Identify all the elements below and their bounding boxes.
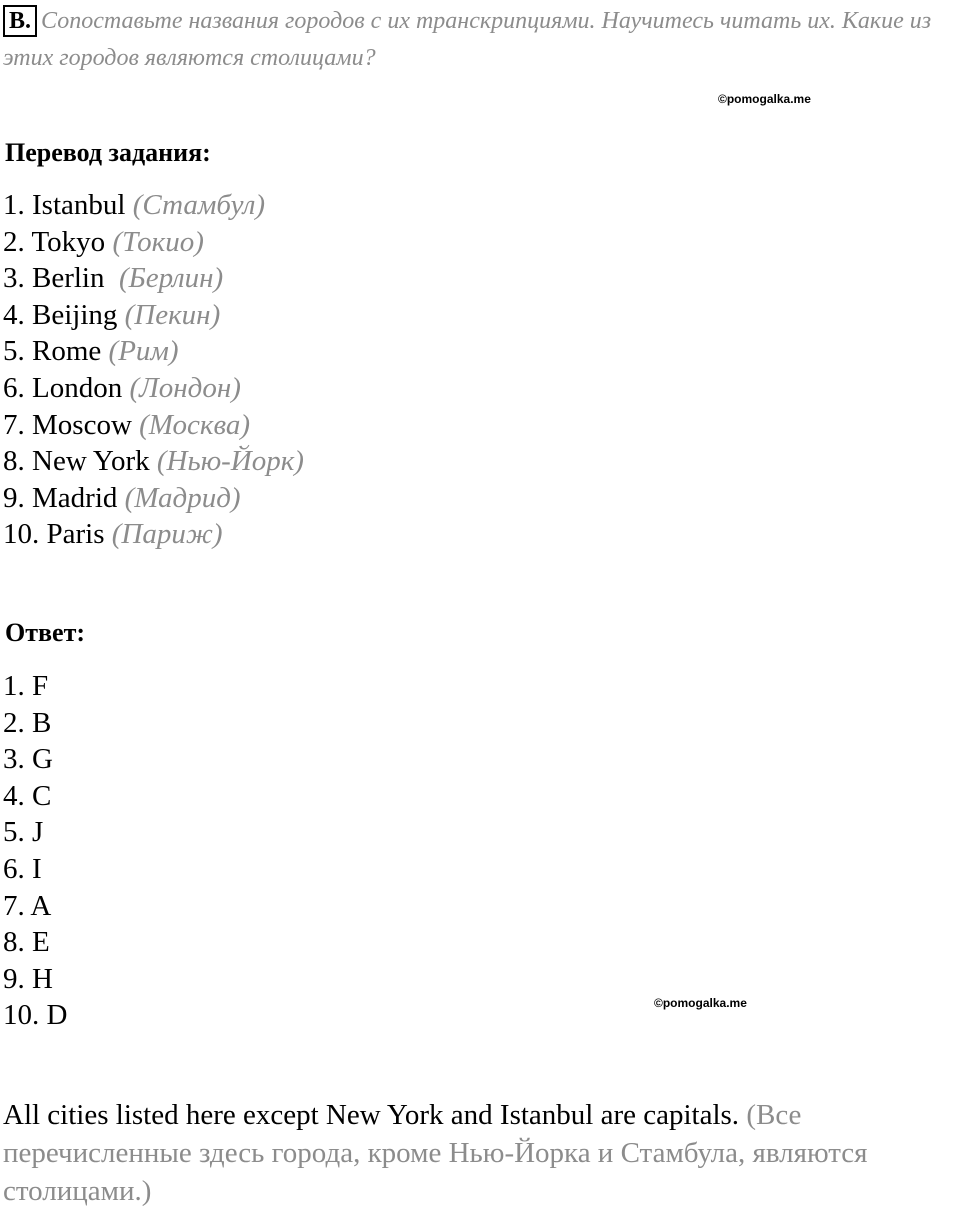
list-item — [3, 370, 304, 407]
city-ru: (Мадрид) — [124, 481, 241, 514]
list-item — [3, 407, 304, 444]
city-en: Berlin — [32, 262, 112, 295]
city-ru: (Пекин) — [124, 298, 221, 331]
city-ru: (Берлин) — [119, 262, 224, 295]
task-instruction: Сопоставьте названия городов с их транскрипциями. Научитесь читать их. Какие из этих городов являются столицами? — [3, 8, 932, 71]
city-en: Rome — [32, 335, 102, 368]
watermark-top: ©pomogalka.me — [718, 92, 811, 106]
answer-letter: C — [32, 779, 52, 812]
item-number: 8. — [3, 926, 25, 959]
item-number: 8. — [3, 445, 25, 478]
item-number: 3. — [3, 743, 25, 776]
item-number: 9. — [3, 481, 25, 514]
list-item — [3, 333, 304, 370]
task-letter-badge: B. — [3, 5, 37, 37]
answers-list — [3, 668, 67, 1034]
answer-letter: D — [46, 999, 68, 1032]
list-item — [3, 668, 67, 705]
answer-title: Ответ: — [5, 618, 86, 647]
answer-letter: A — [30, 889, 52, 922]
item-number: 6. — [3, 852, 25, 885]
item-number: 7. — [3, 408, 25, 441]
conclusion — [3, 1096, 958, 1210]
answer-letter: J — [32, 816, 44, 849]
item-number: 1. — [3, 670, 25, 702]
translation-title: Перевод задания: — [5, 138, 211, 167]
city-ru: (Рим) — [108, 335, 179, 368]
list-item — [3, 888, 67, 925]
conclusion-ru: (Все перечисленные здесь города, кроме Нью-Йорка и Стамбула, являются столицами.) — [3, 1099, 868, 1207]
answer-letter: G — [32, 743, 53, 776]
city-ru: (Стамбул) — [132, 189, 265, 221]
answer-letter: B — [32, 706, 52, 739]
watermark-bottom: ©pomogalka.me — [654, 996, 747, 1010]
item-number: 10. — [3, 518, 40, 551]
city-en: Beijing — [32, 298, 118, 331]
list-item — [3, 851, 67, 888]
list-item — [3, 224, 304, 261]
answer-letter: E — [32, 926, 50, 959]
conclusion-en: All cities listed here except New York and Istanbul are capitals. — [3, 1099, 740, 1131]
item-number: 6. — [3, 371, 25, 404]
item-number: 2. — [3, 225, 25, 258]
item-number: 5. — [3, 335, 25, 368]
item-number: 3. — [3, 262, 25, 295]
cities-list — [3, 187, 304, 553]
list-item — [3, 187, 304, 224]
item-number: 1. — [3, 189, 25, 221]
city-en: Paris — [46, 518, 105, 551]
list-item — [3, 997, 67, 1034]
task-header — [3, 3, 958, 77]
list-item — [3, 480, 304, 517]
list-item — [3, 814, 67, 851]
answer-letter: F — [32, 670, 49, 702]
answer-letter: H — [32, 962, 53, 995]
item-number: 7. — [3, 889, 25, 922]
list-item — [3, 443, 304, 480]
list-item — [3, 924, 67, 961]
item-number: 10. — [3, 999, 40, 1032]
list-item — [3, 741, 67, 778]
answer-letter: I — [32, 852, 42, 885]
list-item — [3, 260, 304, 297]
city-en: Madrid — [32, 481, 118, 514]
city-ru: (Лондон) — [129, 371, 241, 404]
city-ru: (Москва) — [139, 408, 251, 441]
city-en: Tokyo — [31, 225, 106, 258]
list-item — [3, 297, 304, 334]
item-number: 4. — [3, 298, 25, 331]
item-number: 2. — [3, 706, 25, 739]
city-en: New York — [32, 445, 150, 478]
item-number: 5. — [3, 816, 25, 849]
item-number: 9. — [3, 962, 25, 995]
city-ru: (Париж) — [111, 518, 223, 551]
city-en: London — [32, 371, 123, 404]
city-ru: (Токио) — [112, 225, 204, 258]
city-en: Istanbul — [32, 189, 126, 221]
list-item — [3, 778, 67, 815]
list-item — [3, 961, 67, 998]
city-en: Moscow — [32, 408, 132, 441]
item-number: 4. — [3, 779, 25, 812]
list-item — [3, 516, 304, 553]
list-item — [3, 705, 67, 742]
city-ru: (Нью-Йорк) — [156, 445, 304, 478]
